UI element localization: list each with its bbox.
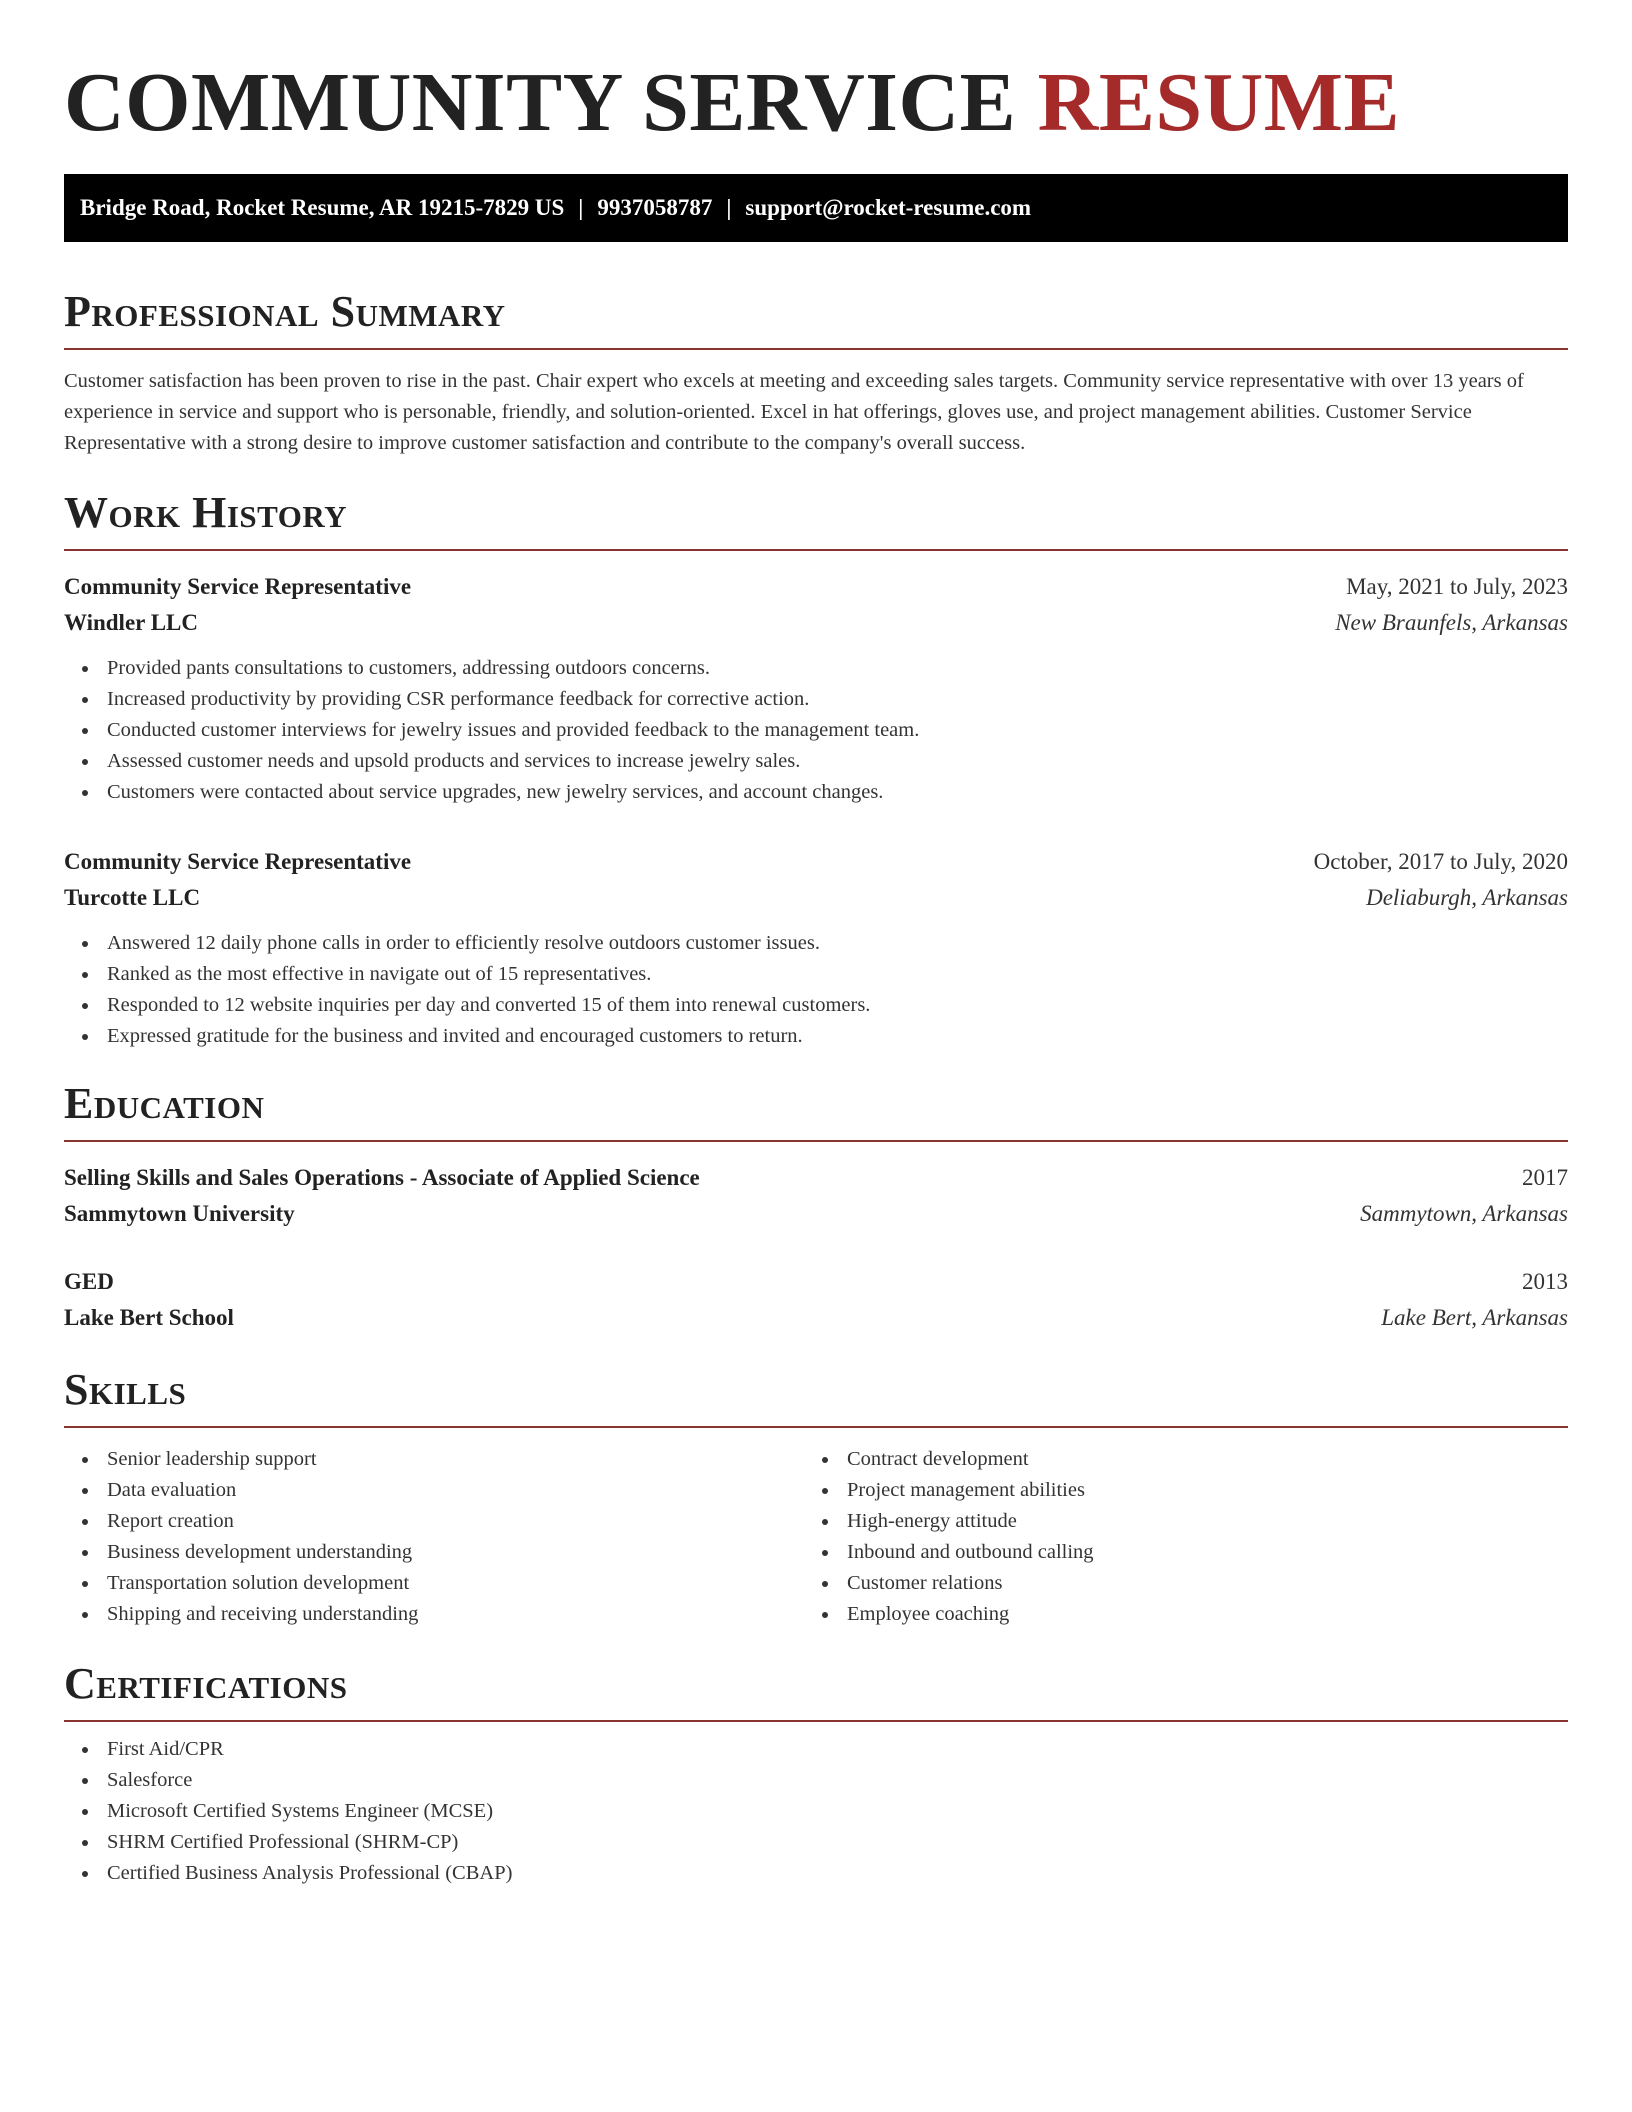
skill-item: Customer relations	[804, 1568, 1544, 1599]
skills-list-left	[64, 1444, 804, 1630]
title-main: COMMUNITY SERVICE	[64, 56, 1017, 149]
job-company-row	[64, 880, 1568, 916]
job-dates: May, 2021 to July, 2023	[1346, 574, 1568, 599]
job-bullet: Increased productivity by providing CSR performance feedback for corrective action.	[64, 684, 1568, 715]
education-school-row	[64, 1300, 1568, 1336]
contact-address: Bridge Road, Rocket Resume, AR 19215-7829 US	[80, 195, 565, 220]
job-entry	[64, 569, 1568, 808]
summary-text: Customer satisfaction has been proven to rise in the past. Chair expert who excels at meeting and exceeding sales targets. Community service representative with over 13 years of experience in service and support who is personable, friendly, and solution-oriented. Excel in hat offerings, gloves use, and project management abilities. Customer Service Representative with a strong desire to improve customer satisfaction and contribute to the company's overall success.	[64, 370, 1524, 454]
section-divider	[64, 1140, 1568, 1142]
education-school-row	[64, 1196, 1568, 1232]
summary-section	[64, 286, 1568, 459]
section-heading: Certifications	[64, 1659, 348, 1708]
skill-item: Contract development	[804, 1444, 1544, 1475]
skill-item: Business development understanding	[64, 1537, 804, 1568]
skill-item: Senior leadership support	[64, 1444, 804, 1475]
job-header-row	[64, 844, 1568, 880]
education-location: Lake Bert, Arkansas	[1381, 1305, 1568, 1330]
skill-item: Report creation	[64, 1506, 804, 1537]
skills-grid	[64, 1444, 1568, 1630]
certification-item: Certified Business Analysis Professional (CBAP)	[64, 1858, 1568, 1889]
contact-separator: |	[578, 195, 584, 220]
section-divider	[64, 348, 1568, 350]
education-header-row	[64, 1160, 1568, 1196]
education-year: 2013	[1522, 1269, 1568, 1294]
job-location: New Braunfels, Arkansas	[1335, 610, 1568, 635]
title-accent: RESUME	[1037, 56, 1401, 149]
education-year: 2017	[1522, 1165, 1568, 1190]
education-location: Sammytown, Arkansas	[1360, 1201, 1568, 1226]
section-heading: Skills	[64, 1365, 187, 1414]
job-bullet: Answered 12 daily phone calls in order to efficiently resolve outdoors customer issues.	[64, 928, 1568, 959]
job-title: Community Service Representative	[64, 574, 412, 599]
resume-title	[64, 52, 1568, 154]
section-divider	[64, 549, 1568, 551]
work-history-section	[64, 487, 1568, 1052]
job-company: Windler LLC	[64, 610, 198, 635]
contact-bar	[64, 174, 1568, 242]
job-bullet: Responded to 12 website inquiries per day and converted 15 of them into renewal customers.	[64, 990, 1568, 1021]
certification-item: First Aid/CPR	[64, 1734, 1568, 1765]
job-company: Turcotte LLC	[64, 885, 201, 910]
certification-item: Microsoft Certified Systems Engineer (MCSE)	[64, 1796, 1568, 1827]
job-header-row	[64, 569, 1568, 605]
job-bullets	[64, 653, 1568, 808]
job-bullet: Conducted customer interviews for jewelry issues and provided feedback to the management team.	[64, 715, 1568, 746]
education-school: Sammytown University	[64, 1201, 295, 1226]
contact-email: support@rocket-resume.com	[745, 195, 1032, 220]
job-bullet: Customers were contacted about service upgrades, new jewelry services, and account changes.	[64, 777, 1568, 808]
job-bullets	[64, 928, 1568, 1052]
contact-separator: |	[726, 195, 732, 220]
section-divider	[64, 1426, 1568, 1428]
skill-item: Transportation solution development	[64, 1568, 804, 1599]
education-degree: Selling Skills and Sales Operations - Associate of Applied Science	[64, 1165, 700, 1190]
skills-list-right	[804, 1444, 1544, 1630]
job-location: Deliaburgh, Arkansas	[1366, 885, 1568, 910]
contact-phone: 9937058787	[597, 195, 713, 220]
certifications-section	[64, 1658, 1568, 1889]
skill-item: High-energy attitude	[804, 1506, 1544, 1537]
education-header-row	[64, 1264, 1568, 1300]
education-degree: GED	[64, 1269, 114, 1294]
skill-item: Inbound and outbound calling	[804, 1537, 1544, 1568]
job-dates: October, 2017 to July, 2020	[1313, 849, 1568, 874]
job-bullet: Assessed customer needs and upsold products and services to increase jewelry sales.	[64, 746, 1568, 777]
education-entry	[64, 1264, 1568, 1336]
job-bullet: Provided pants consultations to customers, addressing outdoors concerns.	[64, 653, 1568, 684]
skills-section	[64, 1364, 1568, 1630]
section-heading: Professional Summary	[64, 287, 506, 336]
section-heading: Work History	[64, 488, 348, 537]
skill-item: Project management abilities	[804, 1475, 1544, 1506]
education-section	[64, 1078, 1568, 1336]
certification-item: SHRM Certified Professional (SHRM-CP)	[64, 1827, 1568, 1858]
education-entry	[64, 1160, 1568, 1232]
job-entry	[64, 844, 1568, 1052]
job-company-row	[64, 605, 1568, 641]
section-divider	[64, 1720, 1568, 1722]
skill-item: Shipping and receiving understanding	[64, 1599, 804, 1630]
job-bullet: Expressed gratitude for the business and invited and encouraged customers to return.	[64, 1021, 1568, 1052]
job-bullet: Ranked as the most effective in navigate out of 15 representatives.	[64, 959, 1568, 990]
education-school: Lake Bert School	[64, 1305, 234, 1330]
skill-item: Employee coaching	[804, 1599, 1544, 1630]
certification-item: Salesforce	[64, 1765, 1568, 1796]
certifications-list	[64, 1734, 1568, 1889]
job-title: Community Service Representative	[64, 849, 412, 874]
section-heading: Education	[64, 1079, 265, 1128]
skill-item: Data evaluation	[64, 1475, 804, 1506]
